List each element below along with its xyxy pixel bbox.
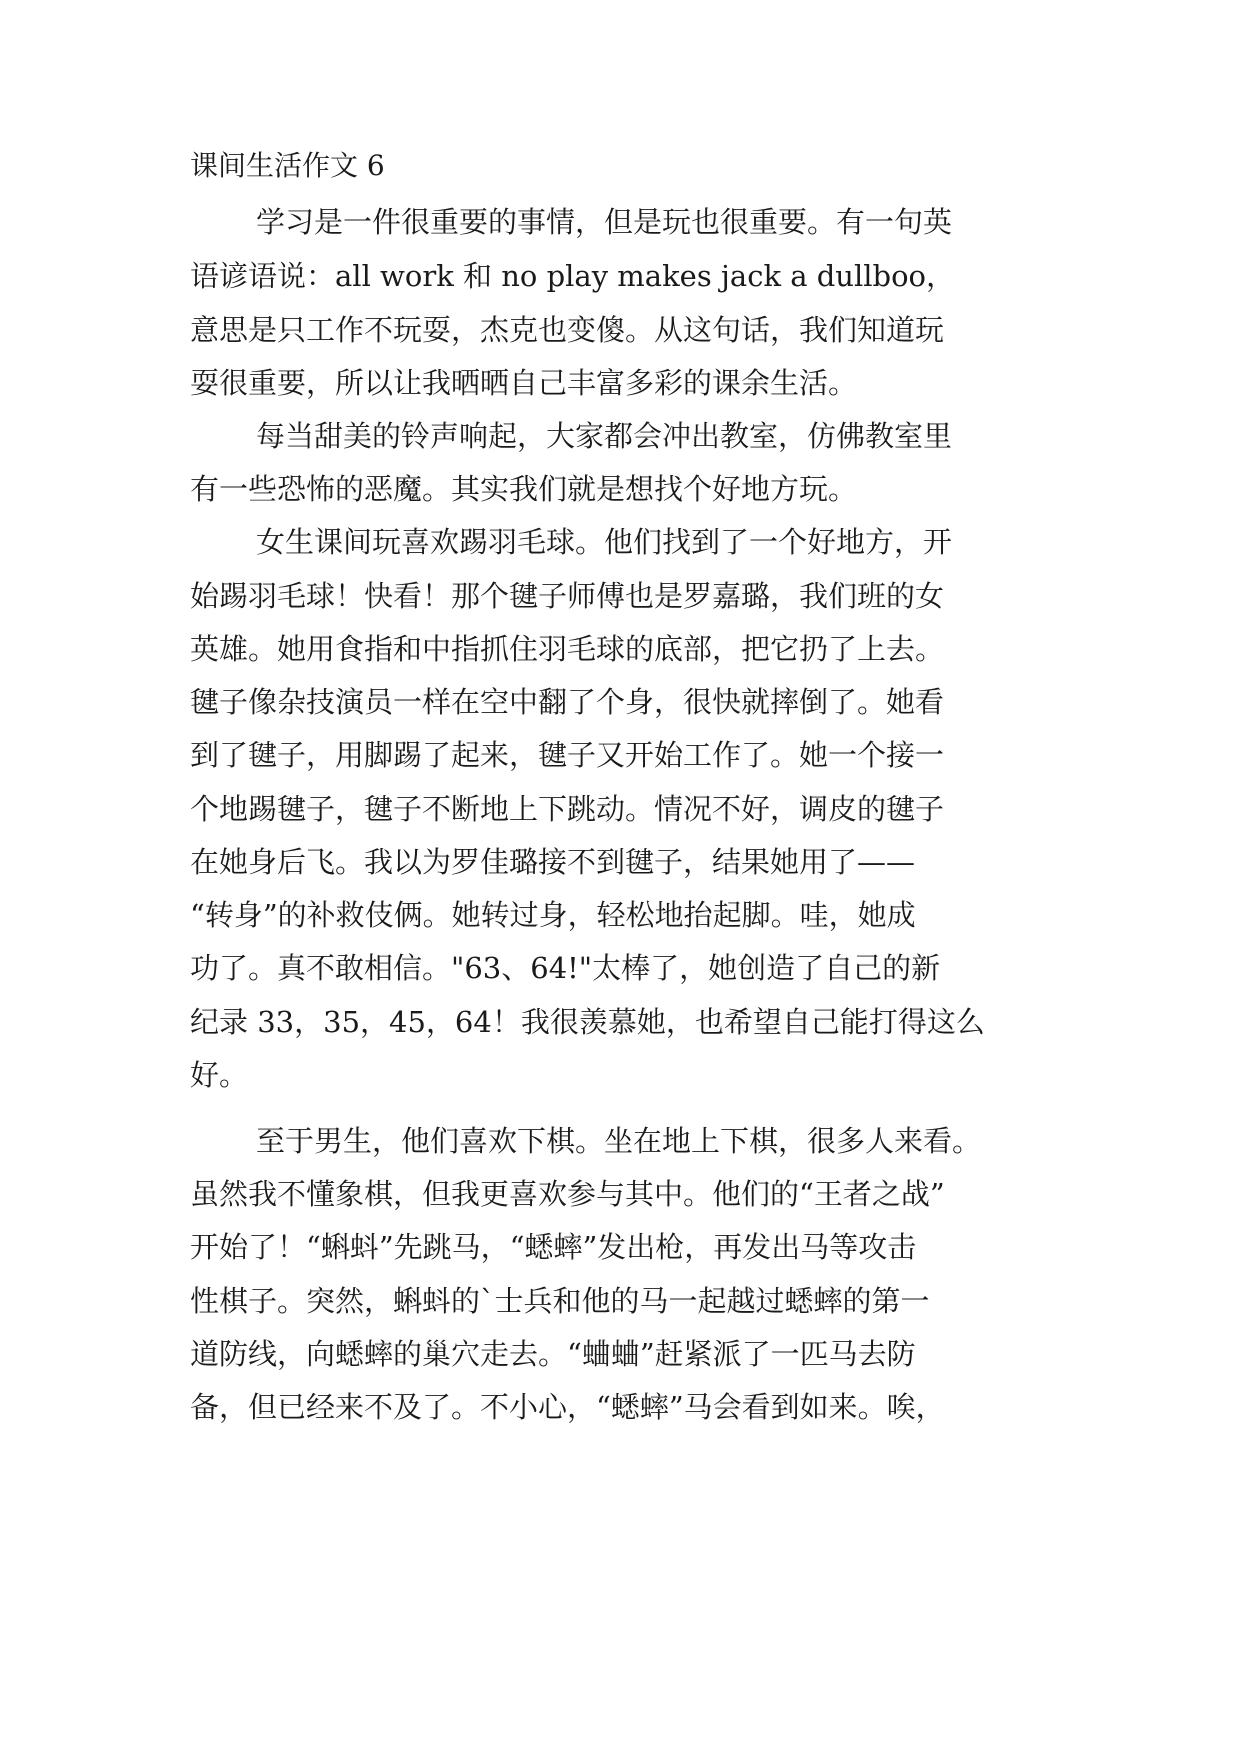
text-line: 学习是一件很重要的事情，但是玩也很重要。有一句英	[256, 205, 953, 239]
text-line: 英雄。她用食指和中指抓住羽毛球的底部，把它扔了上去。	[190, 632, 945, 666]
text-line: 在她身后飞。我以为罗佳璐接不到毽子，结果她用了——	[190, 845, 916, 879]
text-line: 有一些恐怖的恶魔。其实我们就是想找个好地方玩。	[190, 472, 858, 506]
text-line: 女生课间玩喜欢踢羽毛球。他们找到了一个好地方，开	[256, 525, 953, 559]
text-line: 至于男生，他们喜欢下棋。坐在地上下棋，很多人来看。	[256, 1124, 982, 1158]
text-line: 开始了！“蝌蚪”先跳马，“蟋蟀”发出枪，再发出马等攻击	[190, 1230, 917, 1264]
document-title: 课间生活作文 6	[190, 149, 385, 182]
text-line: 毽子像杂技演员一样在空中翻了个身，很快就摔倒了。她看	[190, 685, 945, 719]
text-line: 个地踢毽子，毽子不断地上下跳动。情况不好，调皮的毽子	[190, 792, 945, 826]
text-line: 性棋子。突然，蝌蚪的`士兵和他的马一起越过蟋蟀的第一	[190, 1284, 930, 1318]
text-line: 意思是只工作不玩耍，杰克也变傻。从这句话，我们知道玩	[190, 313, 945, 347]
text-line: 纪录 33，35，45，64！我很羡慕她，也希望自己能打得这么	[190, 1005, 985, 1039]
text-line: “转身”的补救伎俩。她转过身，轻松地抬起脚。哇，她成	[190, 898, 916, 932]
text-line: 备，但已经来不及了。不小心，“蟋蟀”马会看到如来。唉，	[190, 1390, 945, 1424]
text-line: 每当甜美的铃声响起，大家都会冲出教室，仿佛教室里	[256, 419, 953, 453]
text-line: 功了。真不敢相信。"63、64!"太棒了，她创造了自己的新	[190, 951, 941, 985]
text-line: 虽然我不懂象棋，但我更喜欢参与其中。他们的“王者之战”	[190, 1177, 945, 1211]
text-line: 语谚语说：all work 和 no play makes jack a dullboo，	[190, 259, 956, 293]
text-line: 道防线，向蟋蟀的巢穴走去。“蛐蛐”赶紧派了一匹马去防	[190, 1337, 916, 1371]
text-line: 始踢羽毛球！快看！那个毽子师傅也是罗嘉璐，我们班的女	[190, 579, 945, 613]
text-line: 好。	[190, 1058, 249, 1092]
text-line: 耍很重要，所以让我晒晒自己丰富多彩的课余生活。	[190, 366, 858, 400]
text-line: 到了毽子，用脚踢了起来，毽子又开始工作了。她一个接一	[190, 738, 945, 772]
